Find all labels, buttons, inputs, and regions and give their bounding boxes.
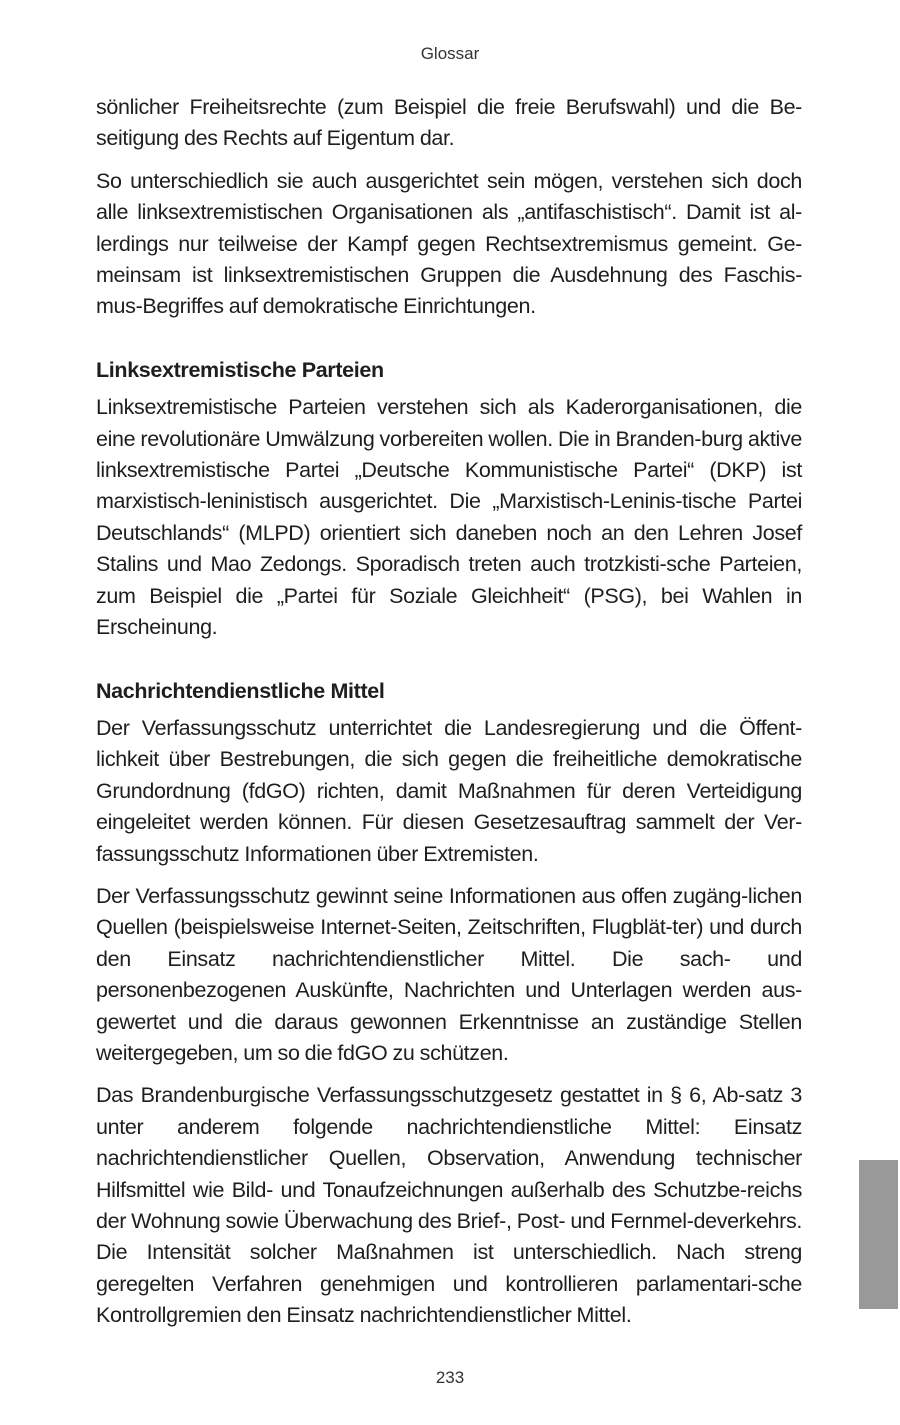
page-number: 233 (435, 1368, 465, 1387)
paragraph-linksextremistische-parteien: Linksextremistische Parteien verstehen sich als Kaderorganisationen, die eine revolutionäre Umwälzung vorbereiten wollen. Die in Branden-burg aktive linksextremistische Partei „Deutsche Kommunistische Partei“ (DKP) ist marxistisch-leninistisch ausgerichtet. Die „Marxistisch-Leninis-tische Partei Deutschlands“ (MLPD) orientiert sich daneben noch an den Lehren Josef Stalins und Mao Zedongs. Sporadisch treten auch trotzkisti-sche Parteien, zum Beispiel die „Partei für Soziale Gleichheit“ (PSG), bei Wahlen in Erscheinung. (96, 395, 802, 640)
chapter-thumb-tab (859, 1160, 898, 1309)
running-header: Glossar (420, 44, 480, 63)
paragraph-informationsgewinnung: Der Verfassungsschutz gewinnt seine Informationen aus offen zugäng-lichen Quellen (beispielsweise Internet-Seiten, Zeitschriften, Flugblät-ter) und durch den Einsatz nachrichtendienstlicher Mittel. Die sach- und personenbezogenen Auskünfte, Nachrichten und Unterlagen werden aus-gewertet und die daraus gewonnen Erkenntnisse an zuständige Stellen weitergegeben, um so die fdGO zu schützen. (96, 883, 802, 1065)
paragraph-antifaschistisch: So unterschiedlich sie auch ausgerichtet sein mögen, verstehen sich doch alle linksextremistischen Organisationen als „antifaschistisch“. Damit ist al-lerdings nur teilweise der Kampf gegen Rechtsextremismus gemeint. Ge-meinsam ist linksextremistischen Gruppen die Ausdehnung des Faschis-mus-Begriffes auf demokratische Einrichtungen. (96, 168, 802, 319)
page-content (96, 92, 802, 1343)
paragraph-verfassungsschutzgesetz: Das Brandenburgische Verfassungsschutzgesetz gestattet in § 6, Ab-satz 3 unter anderem folgende nachrichtendienstliche Mittel: Einsatz nachrichtendienstlicher Quellen, Observation, Anwendung technischer Hilfsmittel wie Bild- und Tonaufzeichnungen außerhalb des Schutzbe-reichs der Wohnung sowie Überwachung des Brief-, Post- und Fernmel-deverkehrs. Die Intensität solcher Maßnahmen ist unterschiedlich. Nach streng geregelten Verfahren genehmigen und kontrollieren parlamentari-sche Kontrollgremien den Einsatz nachrichtendienstlicher Mittel. (96, 1083, 802, 1328)
paragraph-continuation: sönlicher Freiheitsrechte (zum Beispiel die freie Berufswahl) und die Be-seitigung des Rechts auf Eigentum dar. (96, 95, 802, 151)
paragraph-verfassungsschutz-auftrag: Der Verfassungsschutz unterrichtet die Landesregierung und die Öffent-lichkeit über Bestrebungen, die sich gegen die freiheitliche demokratische Grundordnung (fdGO) richten, damit Maßnahmen für deren Verteidigung eingeleitet werden können. Für diesen Gesetzesauftrag sammelt der Ver-fassungsschutz Informationen über Extremisten. (96, 715, 802, 866)
heading-linksextremistische-parteien: Linksextremistische Parteien (96, 357, 384, 382)
heading-nachrichtendienstliche-mittel: Nachrichtendienstliche Mittel (96, 678, 385, 703)
